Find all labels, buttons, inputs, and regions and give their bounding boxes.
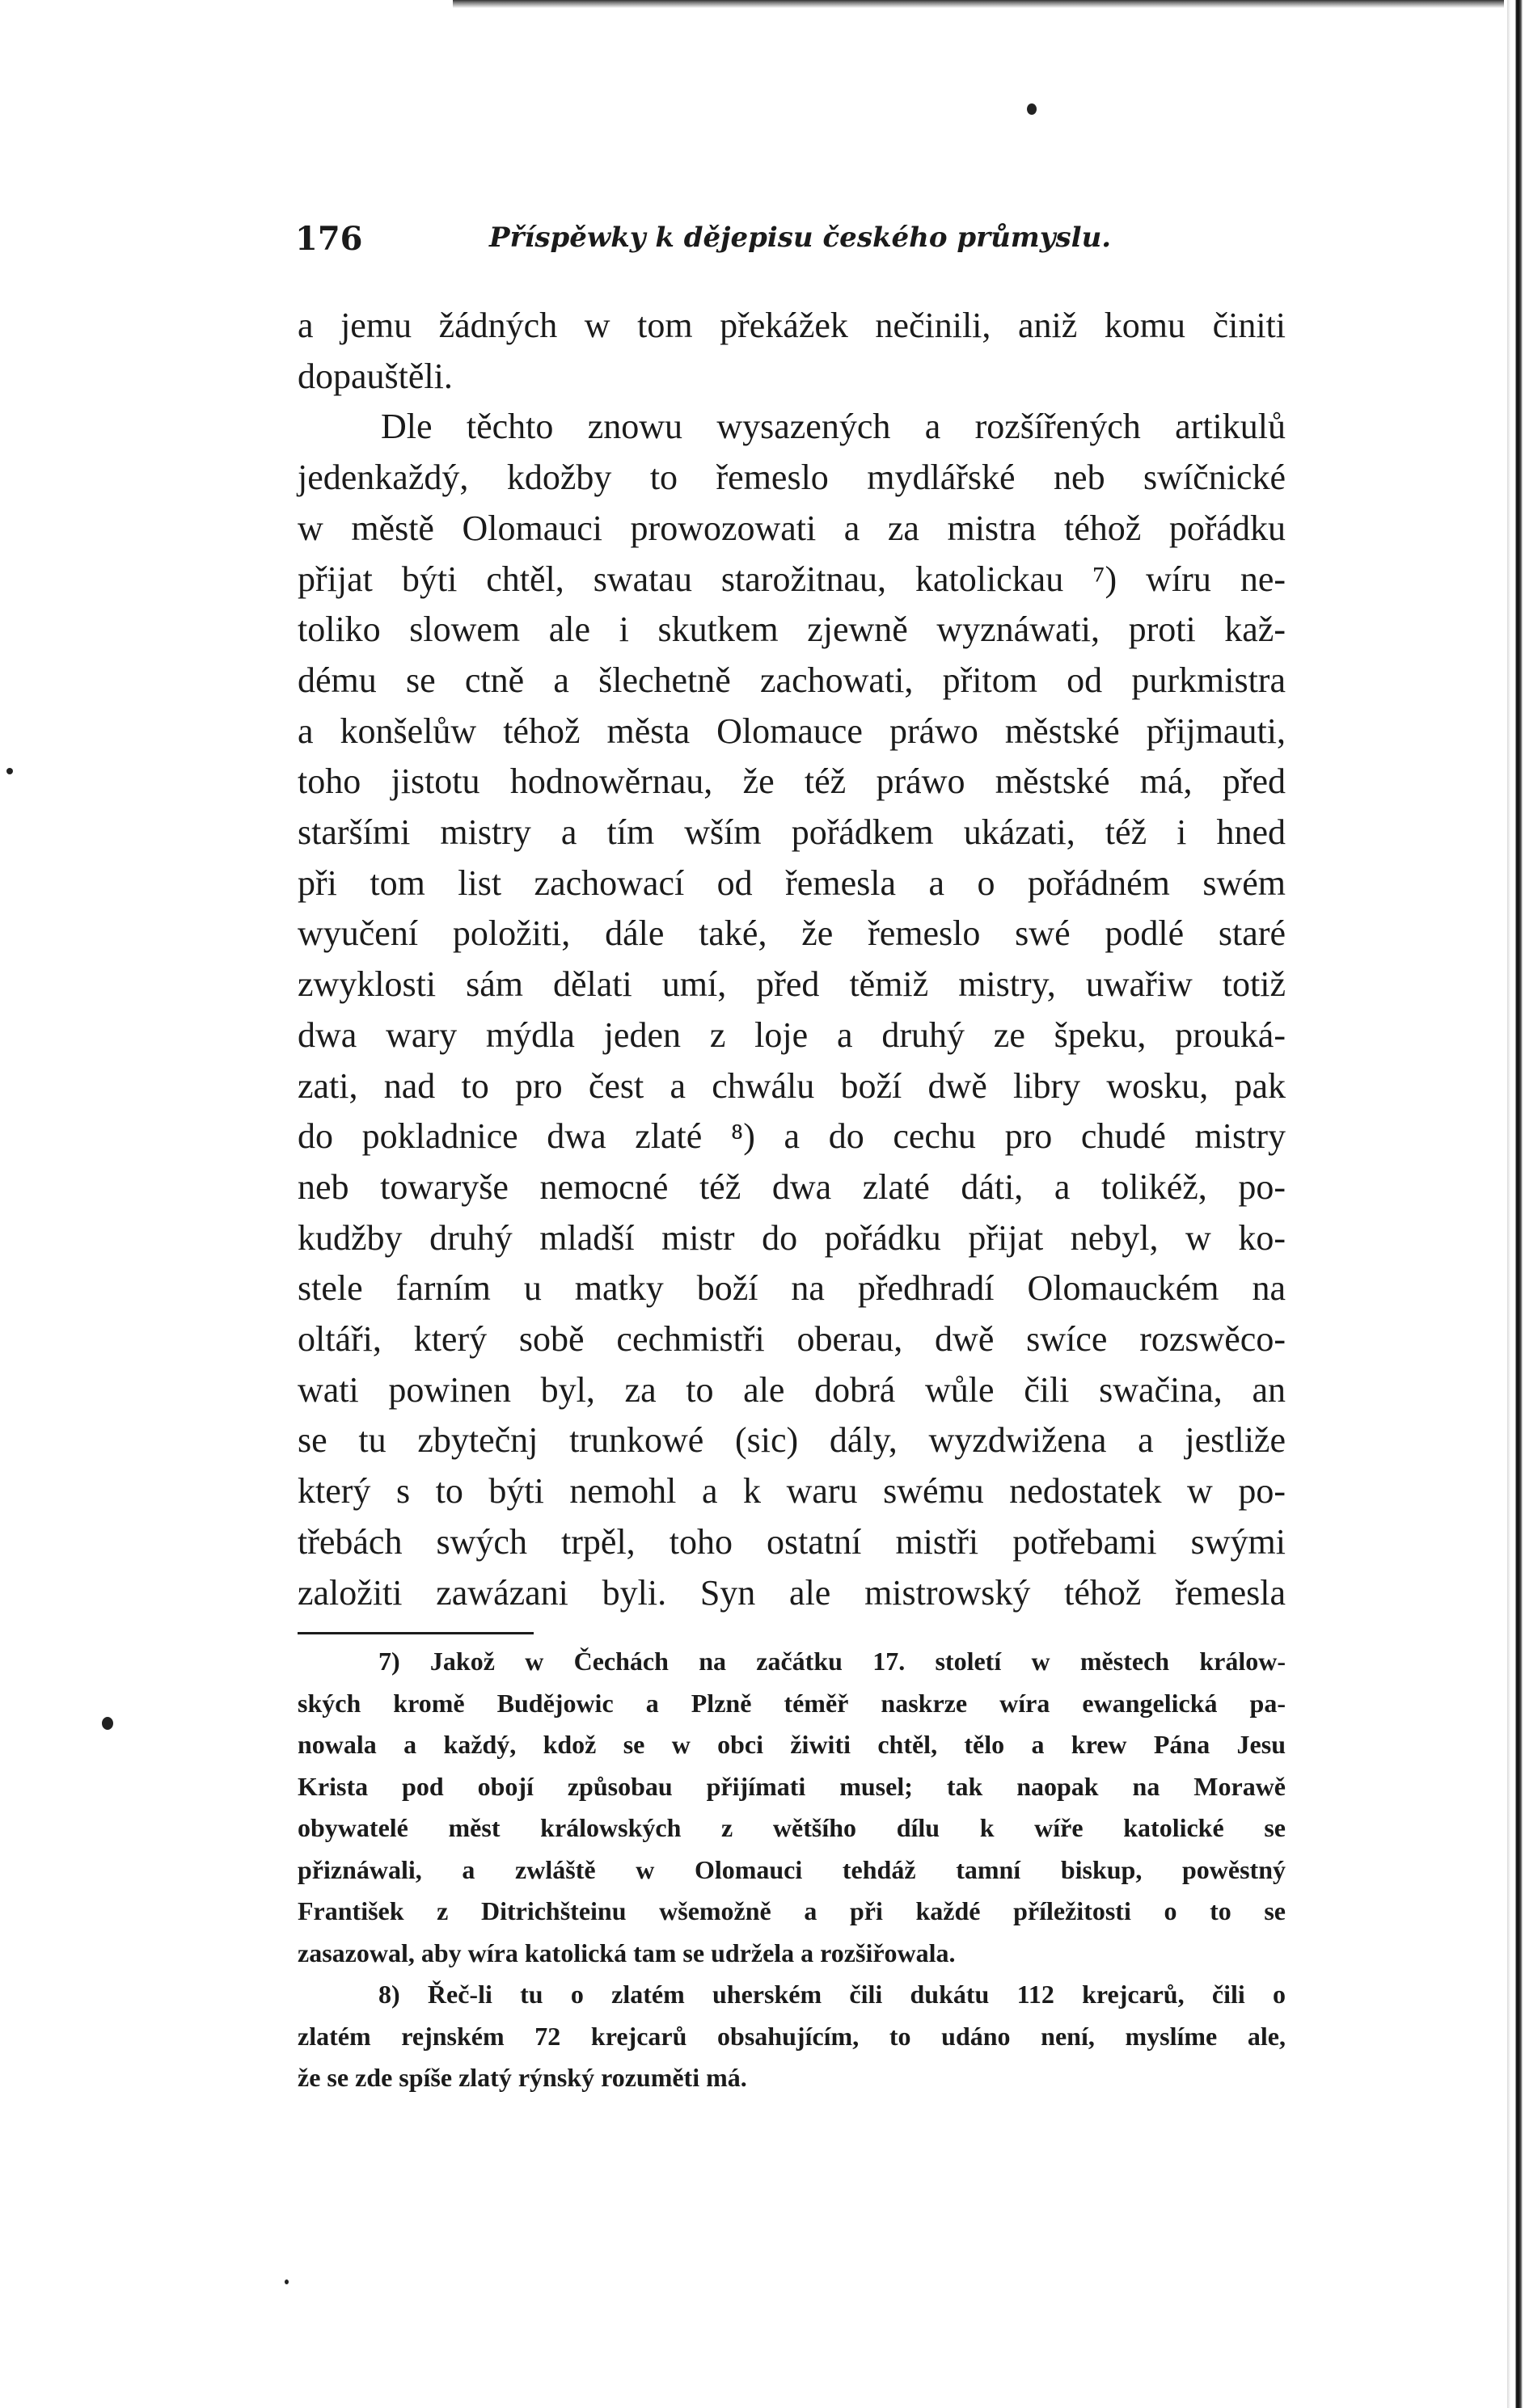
body-line: toliko slowem ale i skutkem zjewně wyznáwati, proti kaž-	[298, 609, 1286, 650]
body-line: který s to býti nemohl a k waru swému nedostatek w po-	[298, 1471, 1286, 1512]
scan-speck	[6, 768, 13, 774]
footnote-line: zlatém rejnském 72 krejcarů obsahujícím, to udáno není, myslíme ale,	[298, 2021, 1286, 2051]
footnote-line: přiznáwali, a zwláště w Olomauci tehdáž tamní biskup, powěstný	[298, 1854, 1286, 1884]
footnotes	[298, 1641, 1286, 2099]
scan-top-edge	[453, 0, 1504, 8]
footnote-rule	[298, 1632, 534, 1634]
body-line: kudžby druhý mladší mistr do pořádku přijat nebyl, w ko-	[298, 1217, 1286, 1258]
body-line: neb towaryše nemocné též dwa zlaté dáti, a tolikéž, po-	[298, 1166, 1286, 1207]
footnote-line: obywatelé měst králowských z wětšího dílu k wíře katolické se	[298, 1813, 1286, 1842]
body-line: toho jistotu hodnowěrnau, že též práwo městské má, před	[298, 761, 1286, 802]
body-text	[298, 301, 1286, 1618]
body-line: přijat býti chtěl, swatau starožitnau, katolickau ⁷) wíru ne-	[298, 559, 1286, 599]
body-line: založiti zawázani byli. Syn ale mistrowský téhož řemesla	[298, 1572, 1286, 1613]
body-line: jedenkaždý, kdožby to řemeslo mydlářské neb swíčnické	[298, 458, 1286, 498]
body-line: wati powinen byl, za to ale dobrá wůle čili swačina, an	[298, 1369, 1286, 1410]
footnote-line: že se zde spíše zlatý rýnský rozuměti má.	[298, 2063, 747, 2092]
body-line: zati, nad to pro čest a chwálu boží dwě libry wosku, pak	[298, 1065, 1286, 1106]
body-line: dwa wary mýdla jeden z loje a druhý ze špeku, prouká-	[298, 1014, 1286, 1055]
body-line: oltáři, který sobě cechmistři oberau, dwě swíce rozswěco-	[298, 1319, 1286, 1360]
body-line: zwyklosti sám dělati umí, před těmiž mistry, uwařiw totiž	[298, 964, 1286, 1005]
footnote-line: Krista pod obojí způsobau přijímati musel; tak naopak na Morawě	[298, 1771, 1286, 1801]
footnote-line: nowala a každý, kdož se w obci žiwiti chtěl, tělo a krew Pána Jesu	[298, 1730, 1286, 1759]
footnote-line: zasazowal, aby wíra katolická tam se udržela a rozšiřowala.	[298, 1938, 956, 1967]
body-line: při tom list zachowací od řemesla a o pořádném swém	[298, 862, 1286, 903]
scan-speck	[285, 2279, 289, 2284]
body-line: dopauštěli.	[298, 356, 453, 396]
scan-speck	[1027, 103, 1037, 115]
body-line: třebách swých trpěl, toho ostatní mistři potřebami swými	[298, 1521, 1286, 1562]
footnote-line: 7) Jakož w Čechách na začátku 17. století w městech králow-	[378, 1647, 1286, 1676]
scan-right-edge	[1507, 0, 1525, 2408]
footnote-line: František z Ditrichšteinu wšemožně a při každé příležitosti o to se	[298, 1896, 1286, 1925]
footnote-line: 8) Řeč-li tu o zlatém uherském čili dukátu 112 krejcarů, čili o	[378, 1980, 1286, 2009]
body-line: a jemu žádných w tom překážek nečinili, aniž komu činiti	[298, 306, 1286, 345]
body-line: se tu zbytečnj trunkowé (sic) dály, wyzdwižena a jestliže	[298, 1420, 1286, 1461]
body-line: a konšelůw téhož města Olomauce práwo městské přijmauti,	[298, 711, 1286, 751]
page-number: 176	[295, 220, 363, 258]
body-line: dému se ctně a šlechetně zachowati, přitom od purkmistra	[298, 660, 1286, 700]
body-line: wyučení položiti, dále také, že řemeslo swé podlé staré	[298, 913, 1286, 954]
scan-speck	[102, 1717, 113, 1730]
body-line: stele farním u matky boží na předhradí Olomauckém na	[298, 1268, 1286, 1309]
body-line: staršími mistry a tím wším pořádkem ukázati, též i hned	[298, 812, 1286, 853]
body-line: Dle těchto znowu wysazených a rozšířených artikulů	[381, 407, 1286, 447]
body-line: do pokladnice dwa zlaté ⁸) a do cechu pro chudé mistry	[298, 1116, 1286, 1157]
page-header	[295, 220, 1286, 268]
body-line: w městě Olomauci prowozowati a za mistra téhož pořádku	[298, 508, 1286, 548]
running-title: Příspěwky k dějepisu českého průmyslu.	[489, 221, 1112, 254]
footnote-line: ských kromě Budějowic a Plzně téměř naskrze wíra ewangelická pa-	[298, 1688, 1286, 1718]
